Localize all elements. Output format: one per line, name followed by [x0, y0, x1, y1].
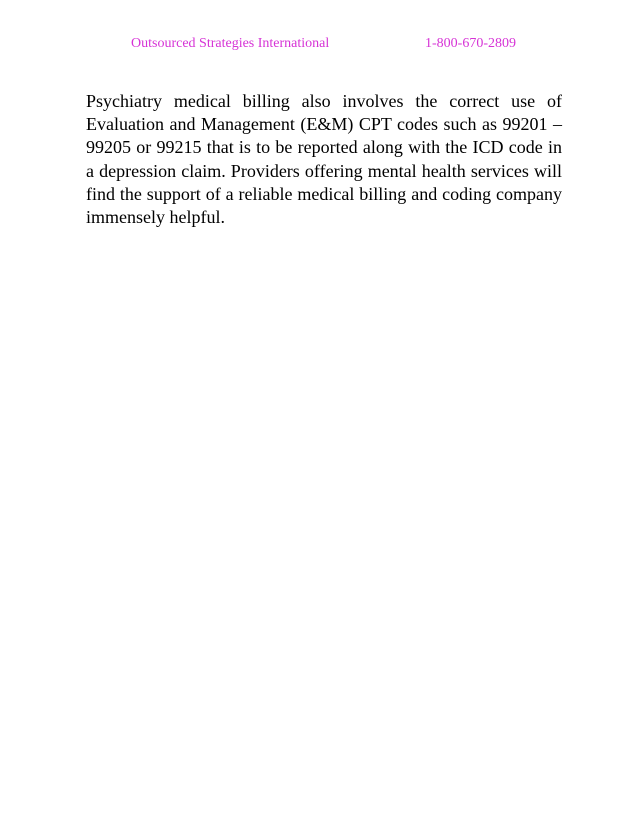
page-header — [0, 36, 638, 56]
header-company-name: Outsourced Strategies International — [131, 36, 330, 51]
body-paragraph: Psychiatry medical billing also involves the correct use of Evaluation and Management (E&M) CPT codes such as 99201 – 99205 or 99215 that is to be reported along with the ICD code in a depression claim. Providers offering mental health services will find the support of a reliable medical billing and coding company immensely helpful. — [86, 91, 562, 228]
header-phone-number: 1-800-670-2809 — [425, 36, 516, 51]
